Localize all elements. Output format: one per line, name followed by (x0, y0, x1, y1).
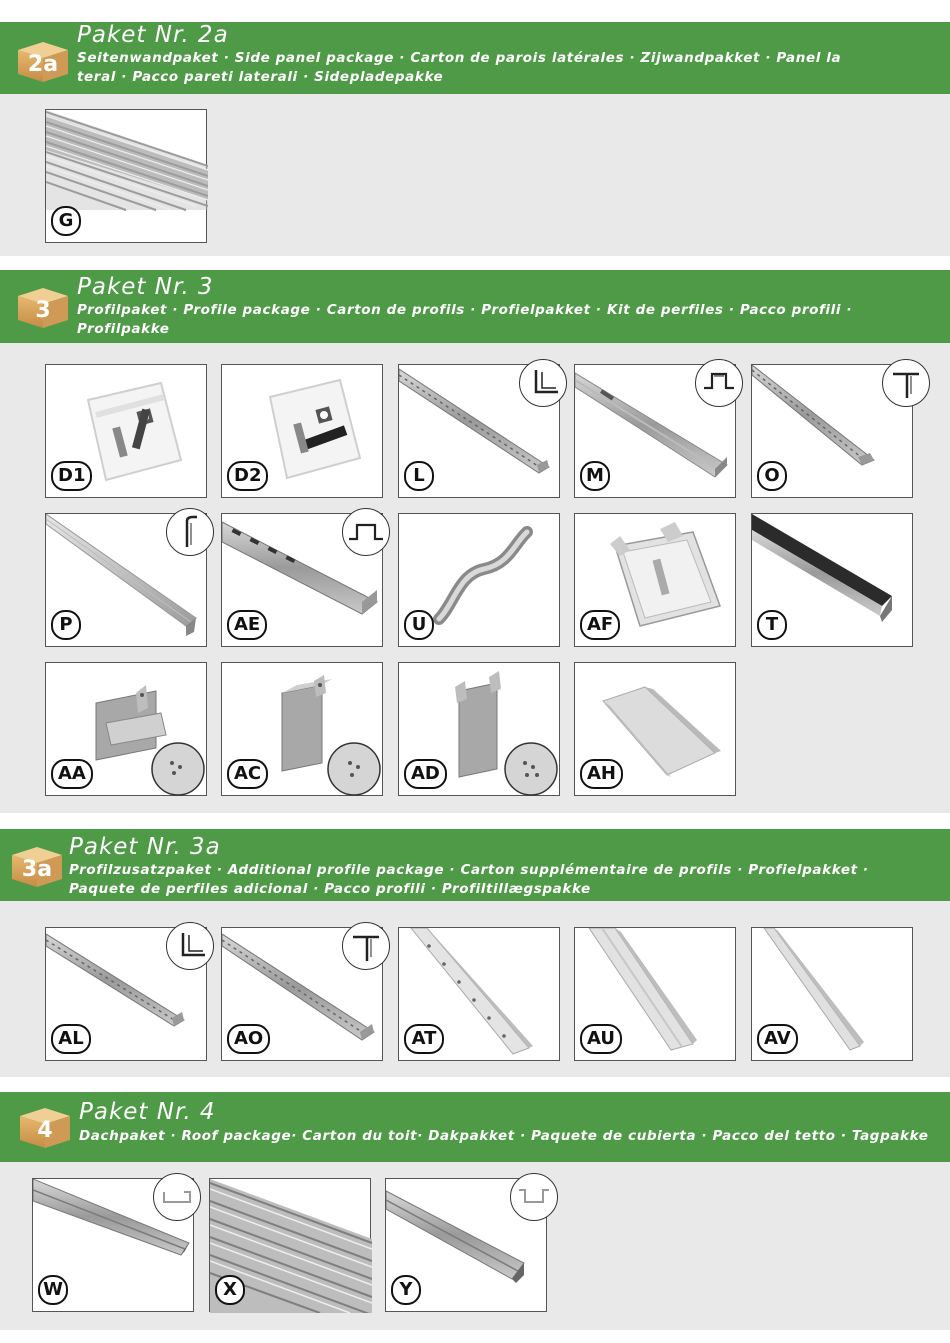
hat-profile-icon (695, 359, 743, 407)
package-subtitle: Profilpaket · Profile package · Carton de profils · Profielpakket · Kit de perfiles · Pacco profili · Profilpakke (77, 302, 853, 337)
part-tile-d2 (221, 364, 383, 498)
part-tile-at (398, 927, 560, 1061)
part-tile-w (32, 1178, 194, 1312)
package-subtitle: Profilzusatzpaket · Additional profile package · Carton supplémentaire de profils · Profielpakket · Paquete de perfiles adicional · Pacco profili · Profiltillægspakke (69, 862, 869, 897)
part-label: P (51, 610, 81, 640)
box-icon (8, 843, 66, 887)
part-label: T (757, 610, 787, 640)
part-tile-y (385, 1178, 547, 1312)
part-tile-ad (398, 662, 560, 796)
box-icon (16, 1104, 74, 1148)
part-tile-p (45, 513, 207, 647)
t-profile-icon (342, 922, 390, 970)
box-icon (14, 38, 72, 82)
part-tile-u (398, 513, 560, 647)
package-number: 4 (37, 1118, 53, 1143)
package-subtitle: Seitenwandpaket · Side panel package · Carton de parois latérales · Zijwandpakket · Panel la teral · Pacco pareti laterali · Sidepladepakke (77, 50, 842, 85)
part-label: AU (580, 1024, 622, 1054)
angle-profile-icon (166, 922, 214, 970)
part-tile-ac (221, 662, 383, 796)
part-label: D2 (227, 461, 268, 491)
part-tile-aa (45, 662, 207, 796)
part-label: AL (51, 1024, 91, 1054)
part-label: AV (757, 1024, 798, 1054)
package-number: 3 (35, 298, 51, 323)
part-label: L (404, 461, 434, 491)
package-3-banner (0, 270, 950, 343)
hook-profile-icon (166, 508, 214, 556)
t-profile-icon (882, 359, 930, 407)
package-2a-banner (0, 22, 950, 94)
part-tile-ae (221, 513, 383, 647)
part-tile-au (574, 927, 736, 1061)
part-label: AO (227, 1024, 270, 1054)
part-label: M (580, 461, 610, 491)
part-tile-m (574, 364, 736, 498)
part-label: AH (580, 759, 623, 789)
part-label: W (38, 1275, 68, 1305)
roof-profile-icon (510, 1173, 558, 1221)
part-tile-al (45, 927, 207, 1061)
part-tile-ah (574, 662, 736, 796)
part-label: AA (51, 759, 93, 789)
part-label: O (757, 461, 787, 491)
omega-profile-icon (342, 508, 390, 556)
part-label: G (51, 206, 81, 236)
part-label: U (404, 610, 434, 640)
part-label: AE (227, 610, 267, 640)
package-number: 2a (27, 52, 59, 77)
part-tile-av (751, 927, 913, 1061)
roof-profile-icon (153, 1173, 201, 1221)
part-label: AC (227, 759, 268, 789)
part-label: AT (404, 1024, 444, 1054)
package-title: Paket Nr. 2a (77, 22, 229, 48)
package-3a-banner (0, 829, 950, 901)
package-4-banner (0, 1092, 950, 1162)
part-tile-af (574, 513, 736, 647)
package-title: Paket Nr. 4 (79, 1099, 216, 1125)
part-tile-l (398, 364, 560, 498)
part-tile-o (751, 364, 913, 498)
part-label: D1 (51, 461, 92, 491)
part-tile-d1 (45, 364, 207, 498)
part-label: AD (404, 759, 447, 789)
package-title: Paket Nr. 3 (77, 274, 214, 300)
angle-profile-icon (519, 359, 567, 407)
part-tile-t (751, 513, 913, 647)
package-subtitle: Dachpaket · Roof package· Carton du toit· Dakpakket · Paquete de cubierta · Pacco del tetto · Tagpakke (79, 1128, 929, 1144)
part-label: X (215, 1275, 245, 1305)
part-tile-g (45, 109, 207, 243)
part-tile-ao (221, 927, 383, 1061)
package-title: Paket Nr. 3a (69, 834, 221, 860)
part-label: AF (580, 610, 620, 640)
box-icon (14, 284, 72, 328)
part-tile-x (209, 1178, 371, 1312)
part-label: Y (391, 1275, 421, 1305)
package-number: 3a (21, 857, 53, 882)
